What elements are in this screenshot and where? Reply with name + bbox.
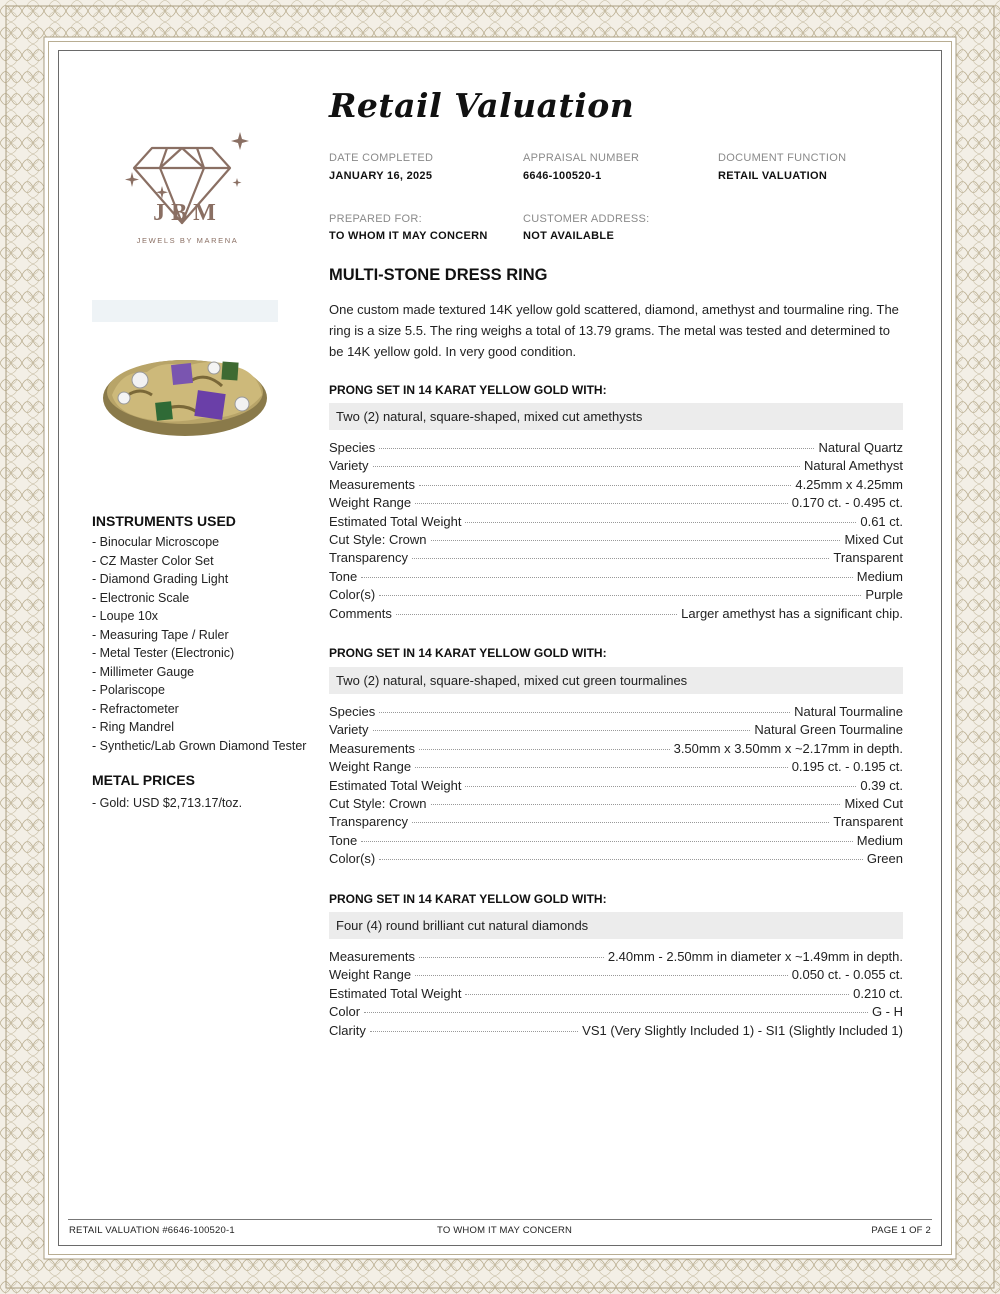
document-function-label: DOCUMENT FUNCTION [718,152,847,164]
diamond-icon [122,108,252,248]
list-item: - Synthetic/Lab Grown Diamond Tester [92,738,307,753]
stone-heading: PRONG SET IN 14 KARAT YELLOW GOLD WITH: [329,892,607,906]
list-item: - Ring Mandrel [92,720,174,734]
list-item: - Binocular Microscope [92,535,220,549]
logo-tagline: JEWELS BY MARENA [136,236,239,245]
customer-address-label: CUSTOMER ADDRESS: [523,213,650,225]
table-row: Cut Style: Crown Mixed Cut [329,795,903,811]
table-row: Variety Natural Green Tourmaline [329,722,903,738]
table-row: Color G - H [329,1004,903,1020]
logo-initials: JBM [153,200,222,226]
prepared-for-label: PREPARED FOR: [329,213,422,225]
item-description: One custom made textured 14K yellow gold scattered, diamond, amethyst and tourmaline ring. The ring is a size 5.5. The ring weighs a total of 13.79 grams. The metal was tested and determined to be 14K yellow gold. In very good condition. [329,302,899,359]
table-row: Species Natural Quartz [329,440,903,455]
metal-prices-title: METAL PRICES [92,772,195,788]
stone-heading: PRONG SET IN 14 KARAT YELLOW GOLD WITH: [329,383,607,397]
date-label: DATE COMPLETED [329,152,434,164]
prepared-for-value: TO WHOM IT MAY CONCERN [329,230,488,242]
table-row: Measurements 2.40mm - 2.50mm in diameter x ~1.49mm in depth. [329,949,903,964]
list-item: - Refractometer [92,701,179,716]
table-row: Color(s) Green [329,851,903,867]
list-item: - Gold: USD $2,713.17/toz. [92,796,243,810]
table-row: Transparency Transparent [329,550,903,566]
footer-left: RETAIL VALUATION #6646-100520-1 [69,1225,235,1236]
list-item: - Polariscope [92,683,165,697]
list-item: - Millimeter Gauge [92,664,195,679]
stone-summary: Four (4) round brilliant cut natural diamonds [329,912,903,939]
list-item: - Diamond Grading Light [92,572,229,586]
appraisal-number-value: 6646-100520-1 [523,170,602,182]
appraisal-number-label: APPRAISAL NUMBER [523,152,640,164]
ring-photo [92,300,278,445]
stone-summary: Two (2) natural, square-shaped, mixed cut amethysts [329,403,903,430]
page-title: Retail Valuation [329,86,635,125]
instruments-title: INSTRUMENTS USED [92,513,236,529]
table-row: Transparency Transparent [329,814,903,830]
customer-address-value: NOT AVAILABLE [523,230,615,242]
document-function-value: RETAIL VALUATION [718,170,828,182]
table-row: Weight Range 0.170 ct. - 0.495 ct. [329,495,903,511]
table-row: Estimated Total Weight 0.61 ct. [329,513,903,529]
date-value: JANUARY 16, 2025 [329,170,433,182]
stone-details-tourmaline [329,704,903,870]
list-item: - Measuring Tape / Ruler [92,627,229,642]
stone-heading: PRONG SET IN 14 KARAT YELLOW GOLD WITH: [329,646,607,660]
stone-summary: Two (2) natural, square-shaped, mixed cut green tourmalines [329,667,903,694]
list-item: - CZ Master Color Set [92,553,214,568]
table-row: Estimated Total Weight 0.210 ct. [329,985,903,1001]
table-row: Measurements 4.25mm x 4.25mm [329,476,903,492]
table-row: Estimated Total Weight 0.39 ct. [329,777,903,793]
table-row: Species Natural Tourmaline [329,704,903,719]
table-row: Weight Range 0.195 ct. - 0.195 ct. [329,759,903,775]
table-row: Cut Style: Crown Mixed Cut [329,531,903,547]
list-item: - Electronic Scale [92,590,190,605]
page-number: PAGE 1 OF 2 [871,1225,931,1236]
instruments-list [92,533,306,755]
table-row: Tone Medium [329,568,903,584]
table-row: Variety Natural Amethyst [329,458,903,474]
table-row: Measurements 3.50mm x 3.50mm x ~2.17mm in depth. [329,740,903,756]
table-row: Comments Larger amethyst has a significant chip. [329,605,903,621]
stone-details-amethyst [329,440,903,624]
footer-center: TO WHOM IT MAY CONCERN [437,1225,573,1236]
metal-prices-list [92,794,242,813]
list-item: - Loupe 10x [92,609,159,623]
stone-details-diamond [329,949,903,1041]
footer-divider [68,1219,932,1220]
table-row: Clarity VS1 (Very Slightly Included 1) - SI1 (Slightly Included 1) [329,1022,903,1038]
table-row: Color(s) Purple [329,587,903,603]
list-item: - Metal Tester (Electronic) [92,646,235,660]
item-title: MULTI-STONE DRESS RING [329,266,548,284]
table-row: Tone Medium [329,832,903,848]
table-row: Weight Range 0.050 ct. - 0.055 ct. [329,967,903,983]
